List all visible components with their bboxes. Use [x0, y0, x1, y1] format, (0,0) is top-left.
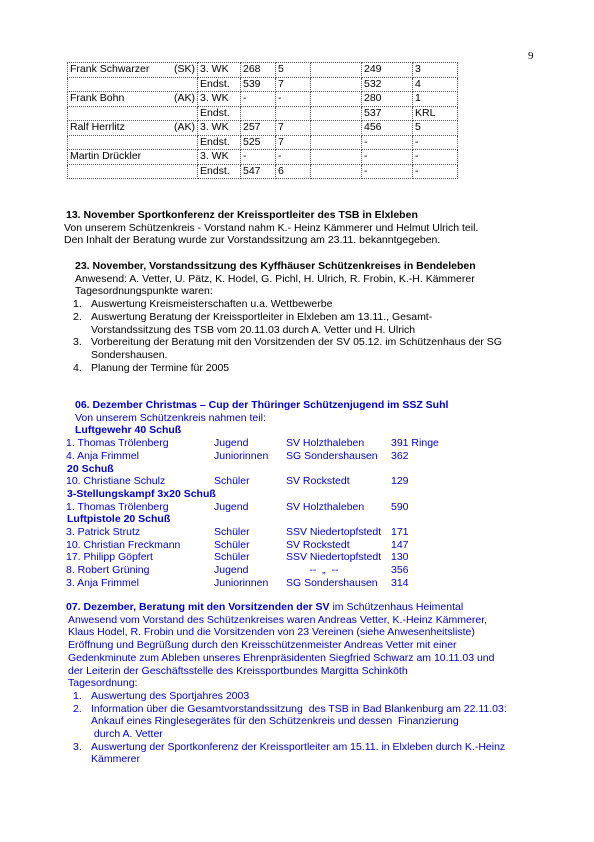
- section-text: Tagesordnungspunkte waren:: [75, 285, 213, 298]
- result-result: 362: [391, 449, 409, 462]
- heading-rest: im Schützenhaus Heimental: [329, 601, 464, 613]
- cell-v1: 525: [241, 135, 276, 150]
- list-number: 2.: [73, 702, 82, 715]
- table-row: [68, 77, 458, 92]
- list-item: [73, 715, 507, 728]
- section-heading: [66, 601, 507, 614]
- list-item: [73, 336, 502, 349]
- result-result: 129: [391, 475, 409, 488]
- cell-v3: [311, 77, 362, 92]
- result-result: 171: [391, 526, 409, 539]
- table-row: [68, 150, 458, 165]
- list-number: 1.: [73, 689, 82, 702]
- list-text: Planung der Termine für 2005: [91, 361, 230, 374]
- cell-phase: Endst.: [198, 77, 241, 92]
- list-text: Ankauf eines Ringlesegerätes für den Schützenkreis und dessen Finanzierung: [91, 715, 459, 728]
- section-christmas-cup: [66, 399, 448, 590]
- list-item: [73, 753, 507, 766]
- cell-v5: KRL: [413, 106, 458, 121]
- section-text: Klaus Hodel, R. Frobin und die Vorsitzenden von 23 Vereinen (siehe Anwesenheitsliste): [68, 626, 475, 639]
- section-text: Eröffnung und Begrüßung durch den Kreisschützenmeister Andreas Vetter mit einer: [68, 639, 457, 652]
- section-heading: 06. Dezember Christmas – Cup der Thüringer Schützenjugend im SSZ Suhl: [75, 399, 449, 411]
- cell-v4: -: [362, 164, 413, 179]
- table-row: [68, 106, 458, 121]
- cell-v5: 1: [413, 92, 458, 107]
- cell-v2: -: [276, 150, 311, 165]
- list-text: Vorstandssitzung des TSB vom 20.11.03 durch A. Vetter und H. Ulrich: [91, 323, 416, 336]
- cell-phase: Endst.: [198, 135, 241, 150]
- cell-name: [68, 135, 198, 150]
- shooter-name: Frank Bohn: [70, 92, 125, 105]
- cell-phase: Endst.: [198, 106, 241, 121]
- list-text: Auswertung der Sportkonferenz der Kreissportleiter am 15.11. in Elxleben durch K.-Heinz: [91, 740, 506, 753]
- result-name: 17. Philipp Göpfert: [66, 551, 153, 564]
- cell-v2: -: [276, 92, 311, 107]
- cell-v4: -: [362, 150, 413, 165]
- list-number: 2.: [73, 310, 82, 323]
- shooter-class: (SK): [174, 63, 195, 76]
- cell-v5: -: [413, 135, 458, 150]
- section-text: Anwesend vom Vorstand des Schützenkreises waren Andreas Vetter, K.-Heinz Kämmerer,: [68, 613, 488, 626]
- result-class: Schüler: [214, 475, 250, 488]
- result-class: Jugend: [214, 437, 249, 450]
- cell-phase: 3. WK: [198, 63, 241, 78]
- list-text: durch A. Vetter: [91, 728, 163, 741]
- cell-v1: [241, 106, 276, 121]
- result-club: SG Sondershausen: [286, 576, 378, 589]
- list-number: 1.: [73, 298, 82, 311]
- page-number: 9: [528, 50, 534, 62]
- result-class: Jugend: [214, 500, 249, 513]
- cell-v1: 268: [241, 63, 276, 78]
- result-name: 1. Thomas Trölenberg: [66, 437, 169, 450]
- cell-v1: 257: [241, 121, 276, 136]
- cell-v1: 547: [241, 164, 276, 179]
- cell-v2: 6: [276, 164, 311, 179]
- cell-name: [68, 121, 198, 136]
- table-row: [68, 92, 458, 107]
- result-club: SSV Niedertopfstedt: [286, 551, 382, 564]
- list-item: [73, 311, 502, 324]
- result-result: 590: [391, 500, 409, 513]
- discipline-title: 20 Schuß: [67, 462, 114, 475]
- list-item: [73, 298, 502, 311]
- cell-v4: 532: [362, 77, 413, 92]
- result-club: SV Holzthaleben: [286, 437, 365, 450]
- cell-phase: 3. WK: [198, 121, 241, 136]
- result-row: [66, 501, 448, 514]
- cell-v3: [311, 63, 362, 78]
- list-text: Information über die Gesamtvorstandssitzung des TSB in Bad Blankenburg am 22.11.03:: [91, 702, 507, 715]
- cell-name: [68, 92, 198, 107]
- result-class: Juniorinnen: [214, 576, 269, 589]
- section-vorstandssitzung: [66, 260, 502, 374]
- result-class: Schüler: [214, 551, 250, 564]
- shooter-name: Ralf Herrlitz: [70, 121, 125, 134]
- result-row: [66, 539, 448, 552]
- section-text: Gedenkminute zum Ableben unseres Ehrenpräsidenten Siegfried Schwarz am 10.11.03 und: [68, 651, 495, 664]
- list-number: 3.: [73, 336, 82, 349]
- shooter-name: Martin Drückler: [70, 150, 142, 163]
- list-item: [73, 690, 507, 703]
- list-number: 3.: [73, 740, 82, 753]
- section-text: Anwesend: A. Vetter, U. Pätz, K. Hodel, G. Pichl, H. Ulrich, R. Frobin, K.-H. Kämmerer: [75, 272, 475, 285]
- section-heading: 13. November Sportkonferenz der Kreissportleiter des TSB in Elxleben: [66, 209, 418, 221]
- section-text: der Leiterin der Geschäftsstelle des Kreissportbundes Margitta Schinköth: [68, 664, 408, 677]
- result-result: 147: [391, 538, 409, 551]
- cell-v3: [311, 135, 362, 150]
- result-club: -- „ --: [286, 564, 339, 577]
- list-item: [73, 362, 502, 375]
- cell-v1: 539: [241, 77, 276, 92]
- result-club: SSV Niedertopfstedt: [286, 526, 382, 539]
- cell-v5: -: [413, 164, 458, 179]
- result-name: 1. Thomas Trölenberg: [66, 500, 169, 513]
- result-name: 8. Robert Grüning: [66, 564, 150, 577]
- table-row: [68, 121, 458, 136]
- result-row: [66, 577, 448, 590]
- section-text: Den Inhalt der Beratung wurde zur Vorstandssitzung am 23.11. bekanntgegeben.: [64, 234, 441, 247]
- cell-v5: 3: [413, 63, 458, 78]
- cell-v3: [311, 164, 362, 179]
- cell-v4: 456: [362, 121, 413, 136]
- result-row: [66, 437, 448, 450]
- result-club: SV Rockstedt: [286, 475, 350, 488]
- cell-v2: 5: [276, 63, 311, 78]
- result-class: Schüler: [214, 526, 250, 539]
- cell-v4: 249: [362, 63, 413, 78]
- shooter-name: Frank Schwarzer: [70, 63, 150, 76]
- cell-v5: 4: [413, 77, 458, 92]
- list-item: [73, 728, 507, 741]
- result-row: [66, 551, 448, 564]
- result-result: 391 Ringe: [391, 437, 439, 450]
- discipline-title: Luftpistole 20 Schuß: [67, 513, 171, 526]
- cell-v3: [311, 121, 362, 136]
- result-club: SV Rockstedt: [286, 538, 350, 551]
- cell-name: [68, 150, 198, 165]
- section-sportkonferenz: [66, 209, 478, 247]
- shooter-class: (AK): [174, 92, 195, 105]
- cell-v4: -: [362, 135, 413, 150]
- cell-phase: Endst.: [198, 164, 241, 179]
- cell-v5: -: [413, 150, 458, 165]
- discipline-title: Luftgewehr 40 Schuß: [75, 424, 182, 437]
- result-name: 3. Anja Frimmel: [66, 576, 139, 589]
- list-text: Vorbereitung der Beratung mit den Vorsitzenden der SV 05.12. im Schützenhaus der SG: [91, 336, 502, 349]
- cell-v5: 5: [413, 121, 458, 136]
- heading-bold: 07. Dezember, Beratung mit den Vorsitzenden der SV: [66, 601, 330, 613]
- result-row: [66, 450, 448, 463]
- cell-v2: [276, 106, 311, 121]
- result-name: 3. Patrick Strutz: [66, 526, 141, 539]
- section-text: Tagesordnung:: [68, 677, 138, 690]
- section-text: Von unserem Schützenkreis - Vorstand nahm K.- Heinz Kämmerer und Helmut Ulrich teil.: [64, 221, 479, 234]
- shooter-class: (AK): [174, 121, 195, 134]
- cell-v1: -: [241, 150, 276, 165]
- result-club: SG Sondershausen: [286, 449, 378, 462]
- list-text: Sondershausen.: [91, 348, 168, 361]
- cell-v4: 537: [362, 106, 413, 121]
- cell-v3: [311, 92, 362, 107]
- result-name: 10. Christian Freckmann: [66, 538, 181, 551]
- cell-v1: -: [241, 92, 276, 107]
- result-name: 10. Christiane Schulz: [66, 475, 166, 488]
- result-name: 4. Anja Frimmel: [66, 449, 139, 462]
- result-class: Schüler: [214, 538, 250, 551]
- cell-name: [68, 106, 198, 121]
- result-club: SV Holzthaleben: [286, 500, 365, 513]
- cell-v4: 280: [362, 92, 413, 107]
- cell-name: [68, 77, 198, 92]
- table-row: [68, 135, 458, 150]
- result-class: Jugend: [214, 564, 249, 577]
- section-beratung: [66, 601, 507, 766]
- score-table: [67, 62, 458, 179]
- cell-name: [68, 164, 198, 179]
- list-text: Auswertung Kreismeisterschaften u.a. Wettbewerbe: [91, 298, 333, 311]
- table-row: [68, 164, 458, 179]
- cell-name: [68, 63, 198, 78]
- result-row: [66, 564, 448, 577]
- list-item: [73, 349, 502, 362]
- result-result: 130: [391, 551, 409, 564]
- list-item: [73, 703, 507, 716]
- list-text: Kämmerer: [91, 753, 141, 766]
- table-row: [68, 63, 458, 78]
- cell-v3: [311, 106, 362, 121]
- section-heading: 23. November, Vorstandssitzung des Kyffhäuser Schützenkreises in Bendeleben: [75, 260, 476, 272]
- list-text: Auswertung Beratung der Kreissportleiter in Elxleben am 13.11., Gesamt-: [91, 310, 433, 323]
- discipline-title: 3-Stellungskampf 3x20 Schuß: [67, 487, 216, 500]
- list-number: 4.: [73, 361, 82, 374]
- result-result: 356: [391, 564, 409, 577]
- result-class: Juniorinnen: [214, 449, 269, 462]
- cell-phase: 3. WK: [198, 150, 241, 165]
- cell-v3: [311, 150, 362, 165]
- result-result: 314: [391, 576, 409, 589]
- cell-v2: 7: [276, 121, 311, 136]
- cell-v2: 7: [276, 135, 311, 150]
- list-item: [73, 741, 507, 754]
- section-text: Von unserem Schützenkreis nahmen teil:: [75, 411, 266, 424]
- list-item: [73, 324, 502, 337]
- list-text: Auswertung des Sportjahres 2003: [91, 689, 250, 702]
- cell-v2: 7: [276, 77, 311, 92]
- cell-phase: 3. WK: [198, 92, 241, 107]
- result-row: [66, 475, 448, 488]
- result-row: [66, 526, 448, 539]
